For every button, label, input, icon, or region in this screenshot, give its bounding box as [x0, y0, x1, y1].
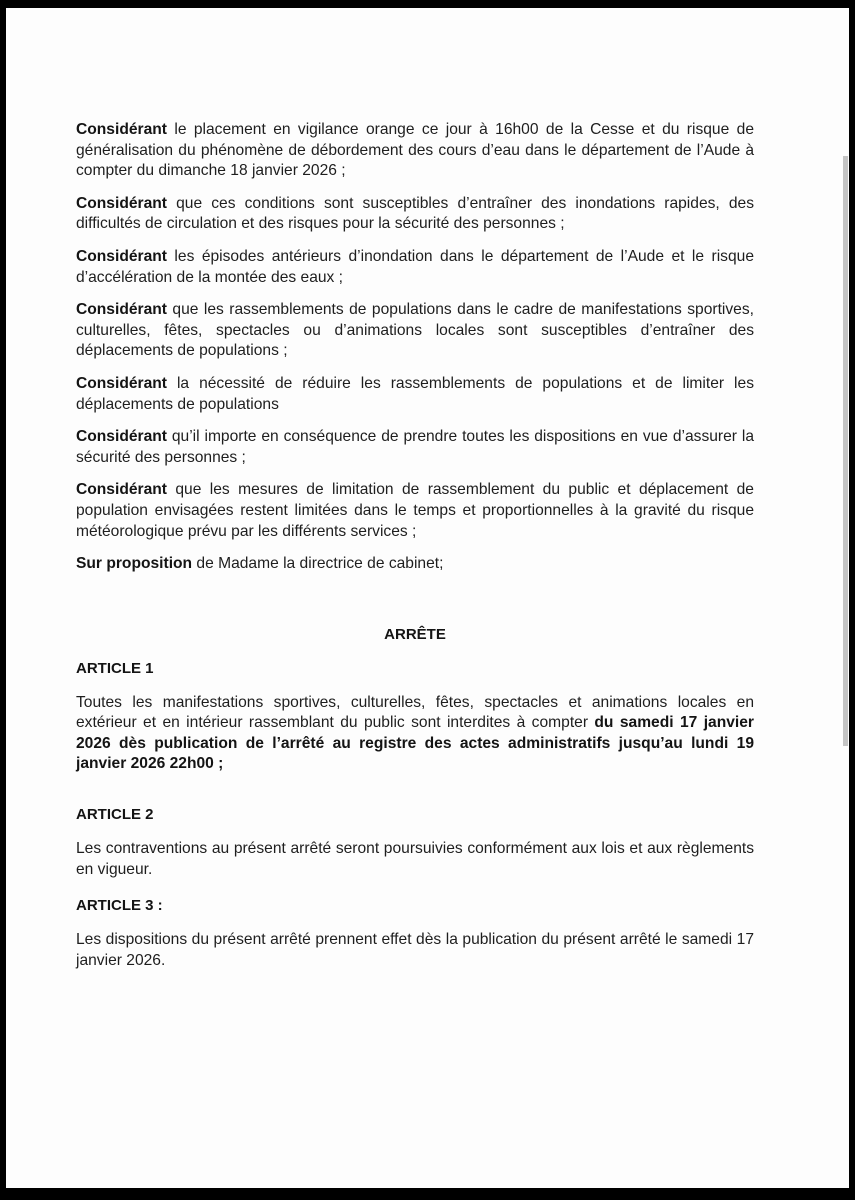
considerant-paragraph	[76, 480, 754, 542]
paragraph-text: les épisodes antérieurs d’inondation dans le département de l’Aude et le risque d’accélération de la montée des eaux ;	[76, 247, 754, 286]
paragraph-text: le placement en vigilance orange ce jour à 16h00 de la Cesse et du risque de généralisation du phénomène de débordement des cours d’eau dans le département de l’Aude à compter du dimanche 18 janvier 2026 ;	[76, 121, 754, 180]
paragraph-text: la nécessité de réduire les rassemblements de populations et de limiter les déplacements de populations	[76, 374, 754, 413]
considerant-paragraph	[76, 120, 754, 182]
article-2-heading: ARTICLE 2	[76, 806, 154, 824]
considerant-paragraph	[76, 374, 754, 415]
paragraph-text: qu’il importe en conséquence de prendre toutes les dispositions en vue d’assurer la sécurité des personnes ;	[76, 428, 754, 466]
scrollbar[interactable]	[843, 156, 848, 746]
paragraph-text: Toutes les manifestations sportives, culturelles, fêtes, spectacles et animations locales en extérieur et en intérieur rassemblant du public sont interdites à compter	[76, 693, 754, 732]
bold-text: du samedi 17 janvier 2026 dès publication de l’arrêté au registre des actes administratifs jusqu’au lundi 19 janvier 2026 22h00 ;	[76, 714, 754, 773]
bold-lead: Considérant	[76, 194, 167, 212]
bold-lead: Considérant	[76, 121, 167, 138]
paragraph-text: que les mesures de limitation de rassemblement du public et déplacement de population envisagées restent limitées dans le temps et proportionnelles à la gravité du risque météorologique prévu par les différents services ;	[76, 481, 754, 540]
bold-lead: Considérant	[76, 247, 167, 265]
paragraph-text: de Madame la directrice de cabinet;	[192, 555, 444, 573]
bold-lead: Considérant	[76, 481, 167, 499]
considerant-paragraph	[76, 300, 754, 362]
article-1-text	[76, 693, 754, 775]
considerant-paragraph	[76, 194, 754, 235]
paragraph-text: que ces conditions sont susceptibles d’entraîner des inondations rapides, des difficultés de circulation et des risques pour la sécurité des personnes ;	[76, 194, 754, 233]
document-body	[76, 120, 754, 983]
bold-lead: Considérant	[76, 301, 167, 319]
article-3-heading: ARTICLE 3 :	[76, 897, 163, 915]
bold-lead: Considérant	[76, 428, 167, 446]
decision-title: ARRÊTE	[384, 625, 446, 643]
bold-lead: Considérant	[76, 374, 167, 392]
document-page	[6, 8, 849, 1188]
considerant-paragraph	[76, 247, 754, 288]
considerant-paragraph	[76, 427, 754, 468]
article-3-text: Les dispositions du présent arrêté prennent effet dès la publication du présent arrêté le samedi 17 janvier 2026.	[76, 931, 754, 969]
article-1-heading: ARTICLE 1	[76, 659, 154, 677]
paragraph-text: que les rassemblements de populations dans le cadre de manifestations sportives, culturelles, fêtes, spectacles ou d’animations locales sont susceptibles d’entraîner des déplacements de populations ;	[76, 301, 754, 360]
bold-lead: Sur proposition	[76, 555, 193, 573]
article-2-text: Les contraventions au présent arrêté seront poursuivies conformément aux lois et aux règlements en vigueur.	[76, 840, 754, 878]
proposition-paragraph	[76, 554, 754, 575]
